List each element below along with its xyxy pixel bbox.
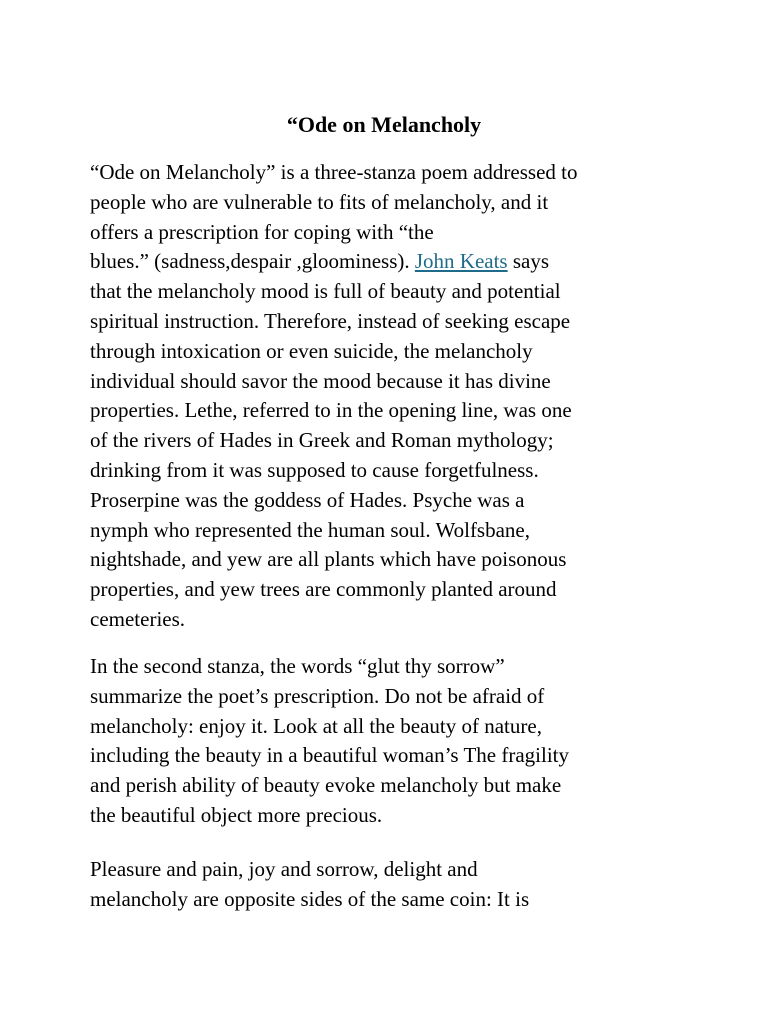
paragraph-line: summarize the poet’s prescription. Do not be afraid of [90, 683, 545, 708]
paragraph-line: properties. Lethe, referred to in the opening line, was one [90, 398, 572, 423]
paragraph-line: Pleasure and pain, joy and sorrow, delight and [90, 857, 478, 881]
paragraph-line: including the beauty in a beautiful woman’s The fragility [90, 743, 569, 768]
paragraph-line: people who are vulnerable to fits of melancholy, and it [90, 189, 549, 214]
paragraph-line: In the second stanza, the words “glut thy sorrow” [90, 654, 505, 678]
paragraph-line: offers a prescription for coping with “the [90, 219, 434, 244]
document-title: “Ode on Melancholy [286, 112, 482, 137]
paragraph-3 [90, 855, 690, 915]
paragraph-1 [90, 158, 690, 635]
paragraph-line: “Ode on Melancholy” is a three-stanza poem addressed to [90, 160, 578, 184]
john-keats-link[interactable]: John Keats [414, 249, 508, 274]
paragraph-line: that the melancholy mood is full of beauty and potential [90, 279, 561, 304]
paragraph-line: individual should savor the mood because it has divine [90, 368, 551, 393]
paragraph-line: melancholy are opposite sides of the same coin: It is [90, 886, 530, 911]
paragraph-line: of the rivers of Hades in Greek and Roman mythology; [90, 428, 554, 453]
paragraph-line: nightshade, and yew are all plants which have poisonous [90, 547, 567, 572]
paragraph-2 [90, 652, 690, 831]
paragraph-line: Proserpine was the goddess of Hades. Psyche was a [90, 487, 525, 512]
paragraph-line: spiritual instruction. Therefore, instead of seeking escape [90, 308, 571, 333]
paragraph-line: cemeteries. [90, 606, 186, 631]
paragraph-line: the beautiful object more precious. [90, 802, 383, 827]
paragraph-line: nymph who represented the human soul. Wolfsbane, [90, 517, 530, 542]
paragraph-line: drinking from it was supposed to cause forgetfulness. [90, 457, 539, 482]
paragraph-line: through intoxication or even suicide, the melancholy [90, 338, 533, 363]
paragraph-text: blues.” (sadness,despair ,gloominess). [90, 249, 415, 274]
paragraph-text: says [507, 249, 550, 274]
paragraph-line: properties, and yew trees are commonly planted around [90, 577, 557, 602]
paragraph-line: melancholy: enjoy it. Look at all the beauty of nature, [90, 713, 542, 738]
paragraph-line-with-link [90, 247, 690, 277]
paragraph-line: and perish ability of beauty evoke melancholy but make [90, 773, 562, 798]
